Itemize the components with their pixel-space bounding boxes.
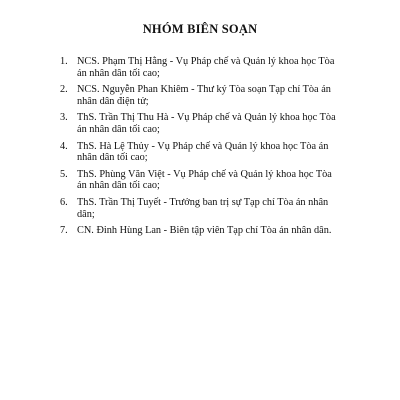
item-number: 3. [60,112,68,124]
item-number: 5. [60,168,68,180]
item-text: NCS. Nguyễn Phan Khiêm - Thư ký Tòa soạn Tạp chí Tòa án nhân dân điện tử; [77,84,331,107]
item-text: ThS. Phùng Văn Việt - Vụ Pháp chế và Quản lý khoa học Tòa án nhân dân tối cao; [77,168,332,192]
item-text: ThS. Trần Thị Tuyết - Trưởng ban trị sự Tạp chí Tòa án nhân dân; [77,196,329,220]
list-item [0,141,400,164]
member-list [0,56,400,242]
item-number: 4. [60,140,68,152]
list-item [0,112,400,135]
item-text: CN. Đinh Hùng Lan - Biên tập viên Tạp chí Tòa án nhân dân. [77,225,332,237]
list-item [0,197,400,220]
item-number: 1. [60,56,68,67]
page-title: NHÓM BIÊN SOẠN [142,22,258,36]
item-number: 7. [60,225,68,237]
list-item [0,225,400,237]
item-text: ThS. Hà Lệ Thủy - Vụ Pháp chế và Quản lý khoa học Tòa án nhân dân tối cao; [77,140,329,164]
item-number: 2. [60,84,68,96]
item-text: ThS. Trần Thị Thu Hà - Vụ Pháp chế và Quản lý khoa học Tòa án nhân dân tối cao; [77,112,336,135]
list-item [0,169,400,192]
item-number: 6. [60,196,68,208]
item-text: NCS. Phạm Thị Hằng - Vụ Pháp chế và Quản lý khoa học Tòa án nhân dân tối cao; [77,56,335,79]
list-item [0,84,400,107]
list-item [0,56,400,79]
